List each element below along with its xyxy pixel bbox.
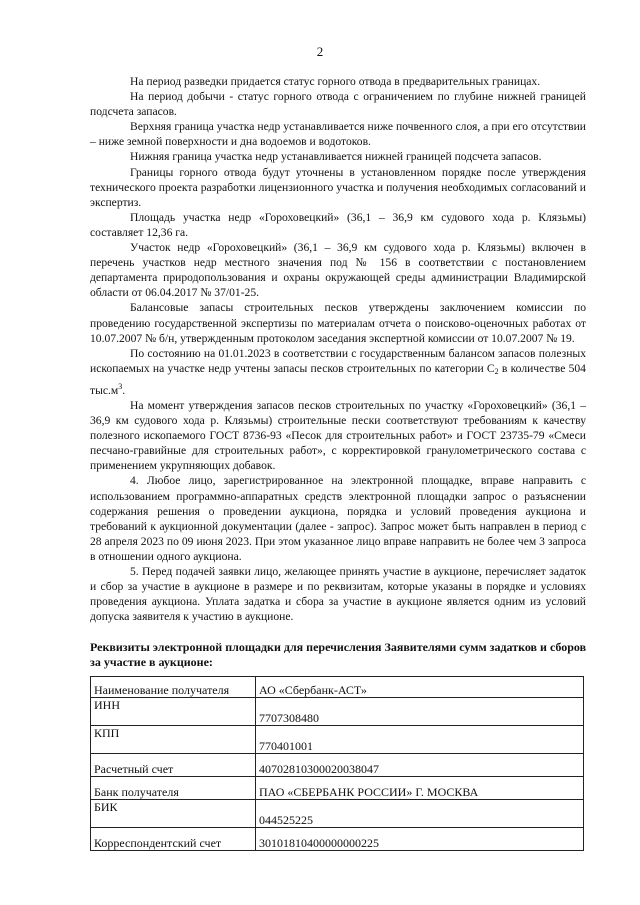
row-label: Расчетный счет <box>91 754 256 777</box>
row-value: ПАО «СБЕРБАНК РОССИИ» Г. МОСКВА <box>256 777 584 800</box>
row-label: КПП <box>91 726 256 754</box>
paragraph: Участок недр «Гороховецкий» (36,1 – 36,9 км судового хода р. Клязьмы) включен в перечень участков недр местного значения под № 156 в соответствии с постановлением департамента природопользования и охраны окружающей среды администрации Владимирской области от 06.04.2017 № 37/01-25. <box>90 241 586 300</box>
paragraph: Нижняя граница участка недр устанавливается нижней границей подсчета запасов. <box>130 150 542 164</box>
row-value: АО «Сбербанк-АСТ» <box>256 677 584 698</box>
row-label: БИК <box>91 800 256 828</box>
table-row <box>91 698 584 726</box>
requisites-title: Реквизиты электронной площадки для перечисления Заявителями сумм задатков и сборов за участие в аукционе: <box>90 640 587 669</box>
row-label: Корреспондентский счет <box>91 828 256 851</box>
table-row <box>91 677 584 698</box>
table-row <box>91 828 584 851</box>
paragraph: На момент утверждения запасов песков строительных по участку «Гороховецкий» (36,1 – 36,9 км судового хода р. Клязьмы) строительные пески соответствуют требованиям к качеству полезного ископаемого ГОСТ 8736-93 «Песок для строительных работ» и ГОСТ 23735-79 «Смеси песчано-гравийные для строительных работ», с корректировкой гранулометрического состава с применением укрупняющих добавок. <box>90 398 586 473</box>
paragraph: Верхняя граница участка недр устанавливается ниже почвенного слоя, а при его отсутствии – ниже земной поверхности и дна водоемов и водотоков. <box>90 120 586 149</box>
table-row <box>91 800 584 828</box>
row-value: 770401001 <box>256 726 584 754</box>
row-label: Наименование получателя <box>91 677 256 698</box>
paragraph: Площадь участка недр «Гороховецкий» (36,1 – 36,9 км судового хода р. Клязьмы) составляет 12,36 га. <box>90 210 586 239</box>
requisites-table <box>90 676 584 851</box>
paragraph: Балансовые запасы строительных песков утверждены заключением комиссии по проведению государственной экспертизы по материалам отчета о поисково-оценочных работах от 10.07.2007 № б/н, утвержденным протоколом заседания экспертной комиссии от 10.07.2007 № 19. <box>90 301 586 345</box>
row-value: 40702810300020038047 <box>256 754 584 777</box>
row-value: 7707308480 <box>256 698 584 726</box>
body-text <box>90 74 586 624</box>
table-row <box>91 754 584 777</box>
row-value: 30101810400000000225 <box>256 828 584 851</box>
row-label: ИНН <box>91 698 256 726</box>
row-label: Банк получателя <box>91 777 256 800</box>
balance-paragraph: По состоянию на 01.01.2023 в соответствии с государственным балансом запасов полезных ископаемых на участке недр учтены запасы песков строительных по категории $C_2$ в количестве 504 $тыс.м^3$. <box>90 346 586 397</box>
row-value: 044525225 <box>256 800 584 828</box>
paragraph: 4. Любое лицо, зарегистрированное на электронной площадке, вправе направить с использованием программно-аппаратных средств электронной площадки запрос о разъяснении содержания решения о проведении аукциона, порядка и условий проведения аукциона и требований к аукционной документации (далее - запрос). Запрос может быть направлен в период с 28 апреля 2023 по 09 июня 2023. При этом указанное лицо вправе направить не более чем 3 запроса в отношении одного аукциона. <box>90 474 586 563</box>
table-row <box>91 726 584 754</box>
paragraph: На период добычи - статус горного отвода с ограничением по глубине нижней границей подсчета запасов. <box>90 90 586 119</box>
paragraph: Границы горного отвода будут уточнены в установленном порядке после утверждения технического проекта разработки лицензионного участка и получения необходимых согласований и экспертиз. <box>90 165 586 209</box>
table-row <box>91 777 584 800</box>
paragraph: На период разведки придается статус горного отвода в предварительных границах. <box>130 75 541 88</box>
page-number: 2 <box>316 44 324 59</box>
paragraph: 5. Перед подачей заявки лицо, желающее принять участие в аукционе, перечисляет задаток и сбор за участие в аукционе в размере и по реквизитам, которые указаны в порядке и условиях проведения аукциона. Уплата задатка и сбора за участие в аукционе является одним из условий допуска заявителя к участию в аукционе. <box>90 565 586 624</box>
